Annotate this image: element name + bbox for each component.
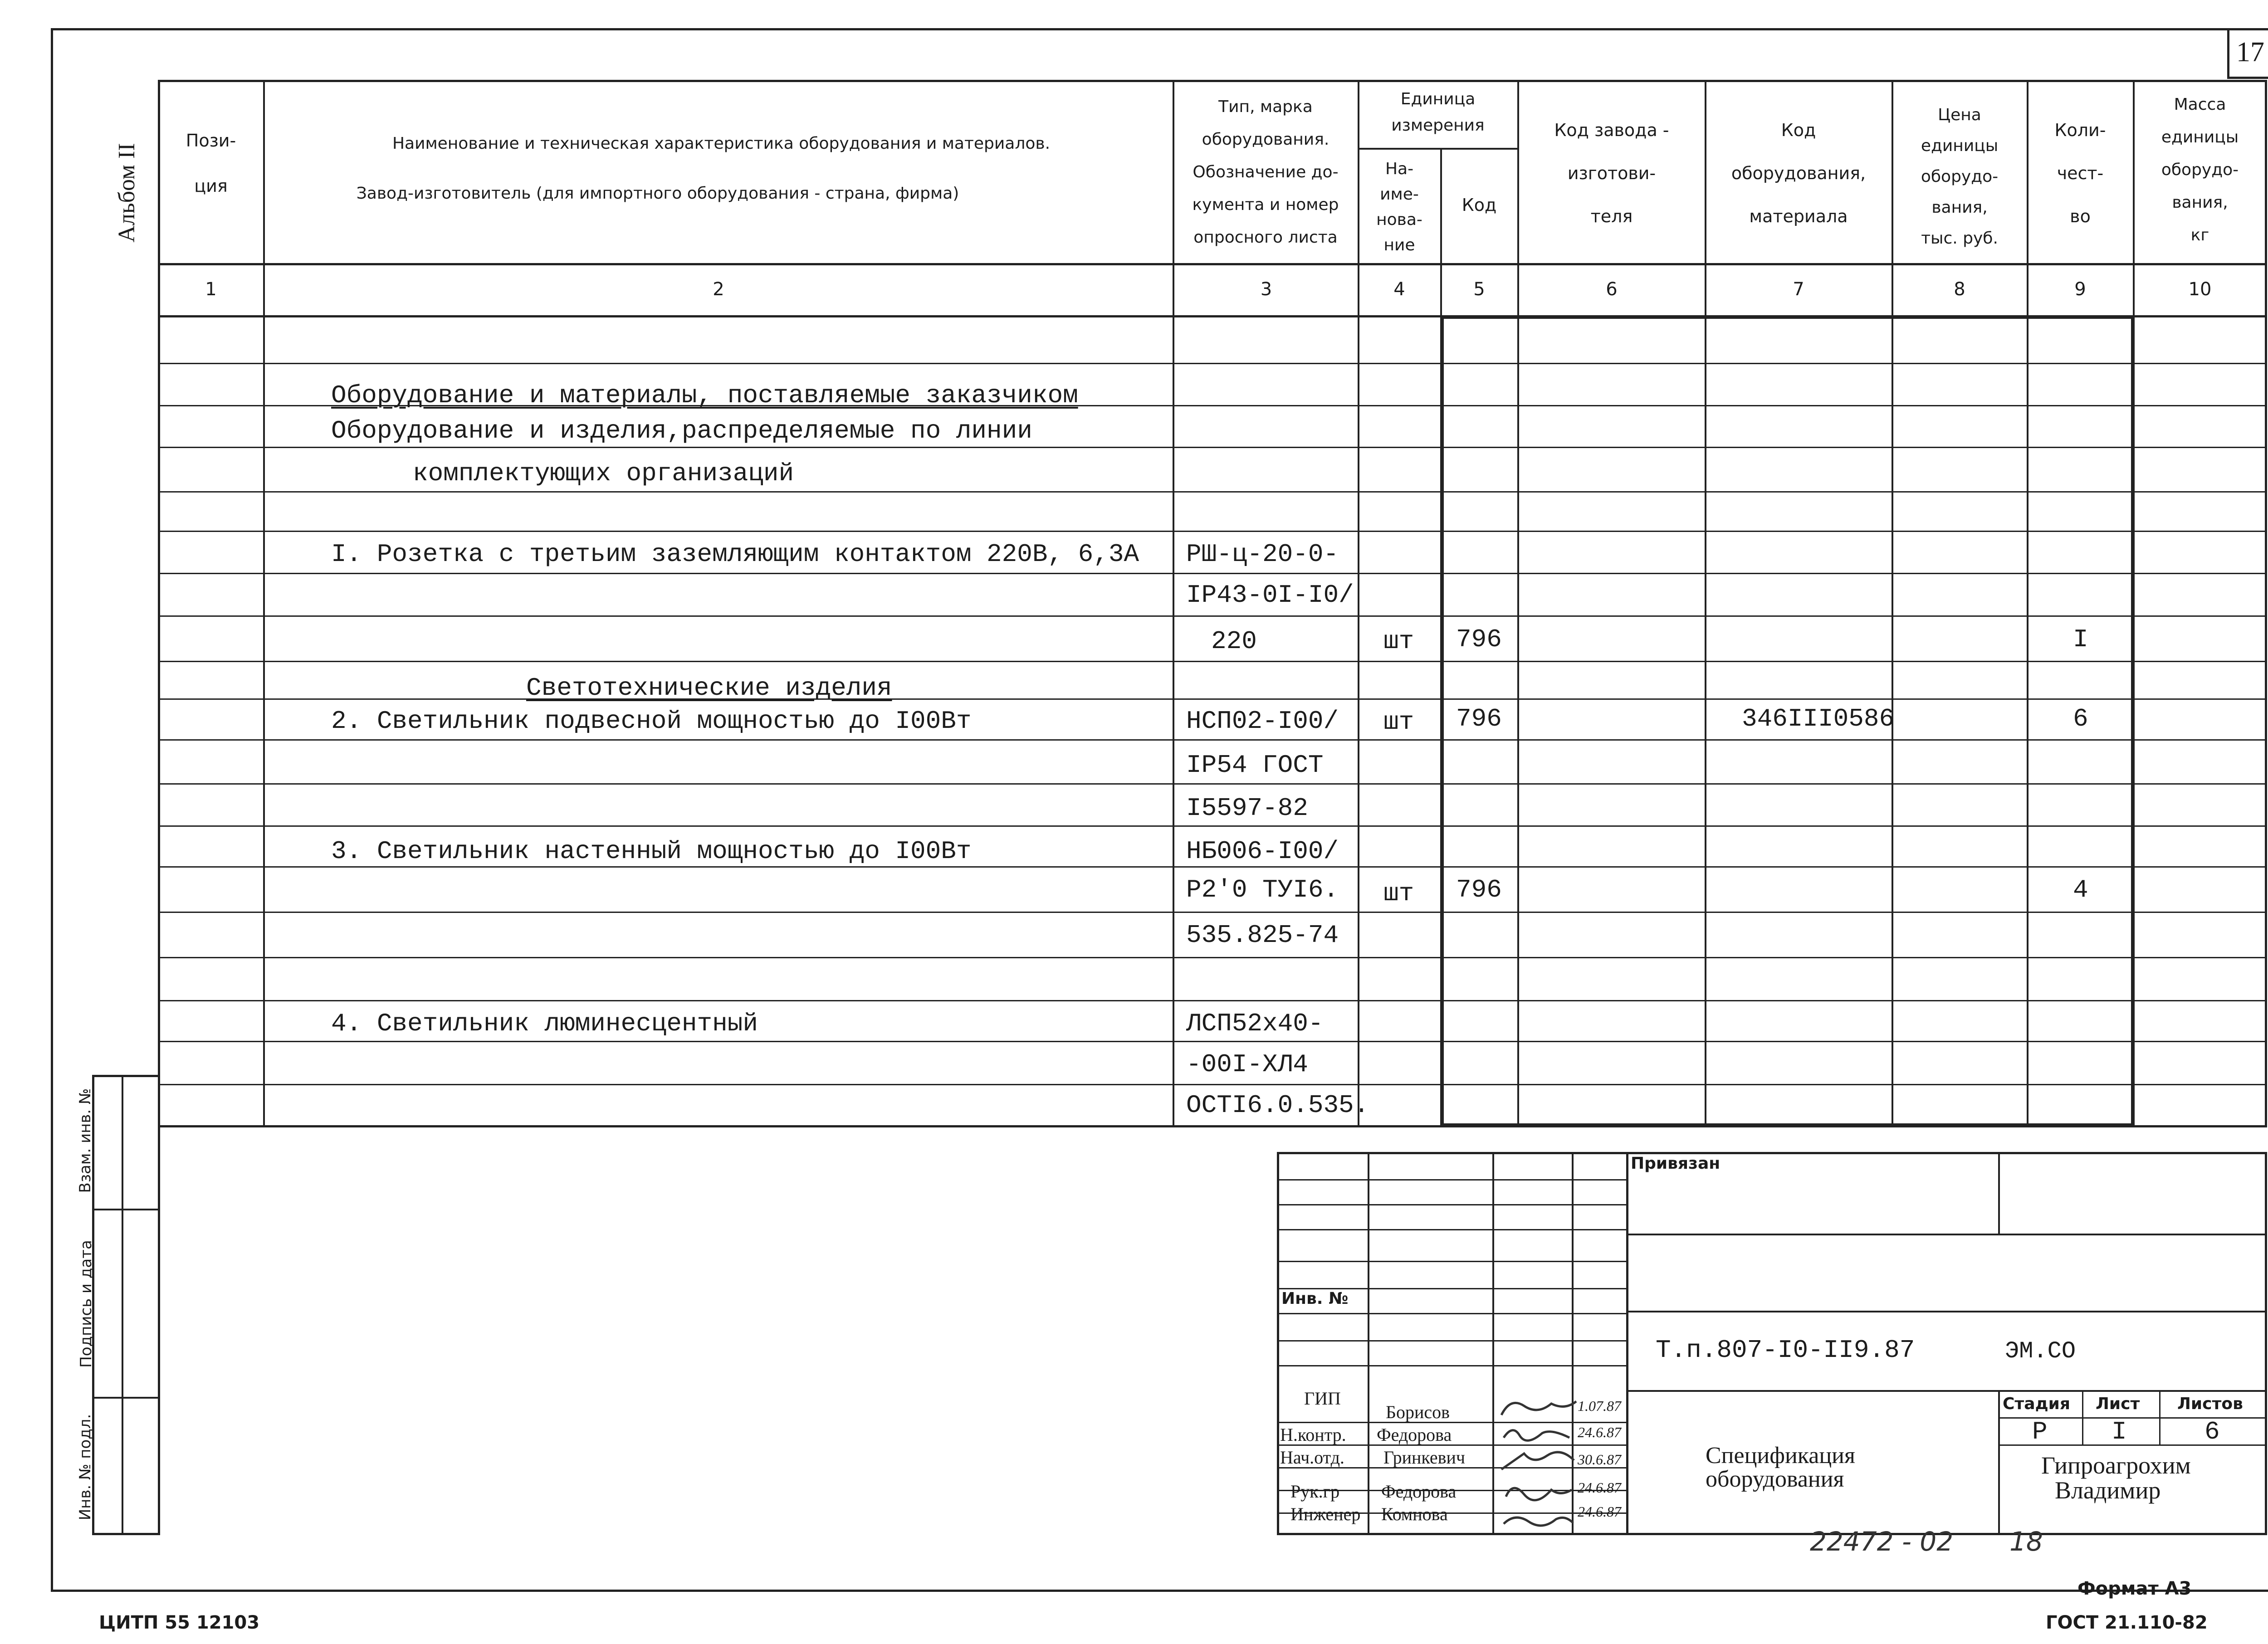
colnum-3: 3 [1260, 279, 1272, 300]
tb-name-2: Гринкевич [1383, 1447, 1466, 1468]
col-line-2 [1173, 80, 1174, 1127]
tb-date-2: 30.6.87 [1578, 1451, 1621, 1468]
tb-sheet-label: Лист [2096, 1395, 2140, 1413]
colnum-7: 7 [1793, 279, 1804, 300]
item1-unit: шт [1383, 627, 1414, 656]
item1-name: I. Розетка с третьим заземляющим контактом 220В, 6,3А [331, 540, 1139, 569]
side-stamp-inv-zam: Взам. инв. № [76, 1088, 94, 1193]
tb-vline [2082, 1390, 2083, 1445]
tb-title-line1: Спецификация [1706, 1443, 1855, 1468]
item3-name: 3. Светильник настенный мощностью до I00Вт [331, 837, 972, 866]
row-line [158, 957, 2267, 958]
tb-name-3: Федорова [1381, 1481, 1457, 1502]
tb-inv-no: Инв. № [1281, 1289, 1349, 1308]
footer-citp: ЦИТП 55 12103 [99, 1612, 260, 1633]
row-line [158, 825, 2267, 827]
row-line [158, 447, 2267, 448]
side-stamp-row [92, 1397, 160, 1399]
item4-type-line2: -00I-ХЛ4 [1186, 1050, 1308, 1079]
section-customer-supplied: Оборудование и материалы, поставляемые заказчиком [331, 381, 1078, 410]
tb-vline [1368, 1152, 1369, 1535]
tb-date-3: 24.6.87 [1578, 1479, 1621, 1496]
item3-unit: шт [1383, 879, 1414, 908]
colnum-2: 2 [713, 279, 724, 300]
row-line [158, 866, 2267, 868]
tb-date-4: 24.6.87 [1578, 1503, 1621, 1520]
item2-type-line2: IP54 ГОСТ [1186, 751, 1324, 780]
header-factory-code: Код завода - изготови- теля [1554, 120, 1669, 226]
colnum-5: 5 [1473, 279, 1485, 300]
row-line [158, 912, 2267, 913]
row-line [158, 363, 2267, 364]
tb-hline [1277, 1313, 1627, 1314]
row-line [158, 573, 2267, 574]
item3-type-line3: 535.825-74 [1186, 921, 1339, 950]
tb-role-2: Нач.отд. [1280, 1447, 1344, 1468]
footer-gost: ГОСТ 21.110-82 [2046, 1612, 2208, 1633]
tb-name-4: Комнова [1381, 1504, 1448, 1524]
colnum-6: 6 [1606, 279, 1618, 300]
item2-name: 2. Светильник подвесной мощностью до I00Вт [331, 707, 972, 736]
row-line [158, 615, 2267, 617]
item2-type-line1: НСП02-I00/ [1186, 707, 1339, 736]
row-line [158, 531, 2267, 532]
album-label: Альбом II [114, 143, 140, 243]
header-quantity: Коли- чест- во [2054, 120, 2106, 226]
header-type: Тип, марка оборудования. Обозначение до- кумента и номер опросного листа [1192, 98, 1339, 247]
item2-quantity: 6 [2073, 704, 2088, 733]
item1-code: 796 [1456, 625, 1502, 654]
unit-header-divider [1358, 148, 1517, 150]
colnum-4: 4 [1393, 279, 1405, 300]
tb-hline [1277, 1365, 1627, 1366]
tb-role-4: Инженер [1290, 1504, 1361, 1524]
item1-type-line3: 220 [1211, 627, 1257, 656]
item4-type-line3: ОСТI6.0.535. [1186, 1091, 1369, 1120]
tb-hline [1277, 1340, 1627, 1342]
tb-privyazan: Привязан [1631, 1154, 1721, 1173]
tb-org-line2: Владимир [2055, 1477, 2161, 1504]
row-line [158, 698, 2267, 700]
side-stamp-inv-podl: Инв. № подл. [76, 1414, 94, 1521]
footer-format: Формат А3 [2077, 1578, 2192, 1599]
tb-date-0: 1.07.87 [1578, 1398, 1621, 1414]
tb-hline [1277, 1204, 1627, 1205]
colnum-8: 8 [1954, 279, 1965, 300]
tb-role-0: ГИП [1304, 1388, 1341, 1409]
header-equipment-code: Код оборудования, материала [1731, 120, 1866, 226]
item4-type-line1: ЛСП52х40- [1186, 1009, 1324, 1038]
colnum-10: 10 [2188, 279, 2212, 300]
row-line [158, 1041, 2267, 1042]
item2-unit: шт [1383, 707, 1414, 737]
side-stamp [92, 1075, 160, 1535]
section-distributed-line1: Оборудование и изделия,распределяемые по линии [331, 416, 1032, 445]
handwritten-code: 22472 - 02 [1810, 1526, 1954, 1557]
header-unit-group: Единица измерения [1391, 90, 1485, 135]
header-mass: Масса единицы оборудо- вания, кг [2161, 95, 2239, 244]
item2-type-line3: I5597-82 [1186, 794, 1308, 823]
tb-doc-mark: ЭМ.СО [2005, 1338, 2076, 1365]
side-stamp-row [92, 1209, 160, 1210]
tb-stage: Р [2032, 1417, 2048, 1446]
tb-vline [1998, 1390, 2000, 1535]
row-line [158, 783, 2267, 785]
header-position: Пози- ция [186, 131, 236, 196]
tb-sheets: 6 [2204, 1417, 2220, 1446]
item3-type-line1: НБ006-I00/ [1186, 837, 1339, 866]
section-lighting: Светотехнические изделия [526, 673, 892, 702]
item3-type-line2: Р2'0 ТУI6. [1186, 875, 1339, 904]
item3-quantity: 4 [2073, 875, 2088, 904]
tb-stage-label: Стадия [2003, 1395, 2070, 1413]
tb-hline [1277, 1179, 1627, 1181]
item1-type-line2: IP43-0I-I0/ [1186, 581, 1354, 610]
colnum-9: 9 [2074, 279, 2086, 300]
tb-role-1: Н.контр. [1280, 1424, 1346, 1445]
tb-name-1: Федорова [1377, 1424, 1452, 1445]
tb-org-line1: Гипроагрохим [2041, 1452, 2191, 1479]
tb-hline [1277, 1261, 1627, 1262]
header-name-line2: Завод-изготовитель (для импортного оборудования - страна, фирма) [356, 184, 959, 203]
item2-equipment-code: 346III0586 [1742, 704, 1895, 733]
row-line [158, 1000, 2267, 1001]
sheet-number: 17 [2236, 37, 2264, 68]
item1-quantity: I [2073, 625, 2088, 654]
tb-vline [2159, 1390, 2160, 1445]
tb-sheet: I [2112, 1417, 2127, 1446]
header-divider [158, 263, 2267, 265]
item3-code: 796 [1456, 875, 1502, 904]
side-stamp-divider [122, 1075, 123, 1535]
item4-name: 4. Светильник люминесцентный [331, 1009, 758, 1038]
header-unit-code: Код [1461, 195, 1497, 215]
row-line [158, 491, 2267, 493]
tb-hline [1277, 1229, 1627, 1230]
tb-name-0: Борисов [1386, 1402, 1450, 1422]
side-stamp-sign-date: Подпись и дата [77, 1240, 95, 1368]
row-line [158, 661, 2267, 662]
col-line-1 [263, 80, 265, 1127]
item2-code: 796 [1456, 704, 1502, 733]
tb-date-1: 24.6.87 [1578, 1424, 1621, 1440]
row-line [158, 739, 2267, 741]
item1-type-line1: РШ-ц-20-0- [1186, 540, 1339, 569]
header-price: Цена единицы оборудо- вания, тыс. руб. [1921, 106, 1999, 248]
tb-title-line2: оборудования [1706, 1466, 1844, 1492]
tb-sheets-label: Листов [2177, 1395, 2243, 1413]
tb-hline [1626, 1390, 2267, 1392]
tb-vline [1998, 1152, 2000, 1234]
handwritten-page: 18 [2009, 1526, 2043, 1557]
tb-hline [1626, 1234, 2267, 1235]
header-unit-name: На- име- нова- ние [1376, 160, 1422, 254]
tb-doc-code: Т.п.807-I0-II9.87 [1656, 1336, 1915, 1365]
header-name-line1: Наименование и техническая характеристика оборудования и материалов. [392, 134, 1051, 153]
tb-hline [1626, 1311, 2267, 1312]
row-line [158, 1084, 2267, 1085]
section-distributed-line2: комплектующих организаций [413, 459, 794, 488]
tb-role-3: Рук.гр [1290, 1481, 1340, 1502]
colnum-1: 1 [205, 279, 217, 300]
